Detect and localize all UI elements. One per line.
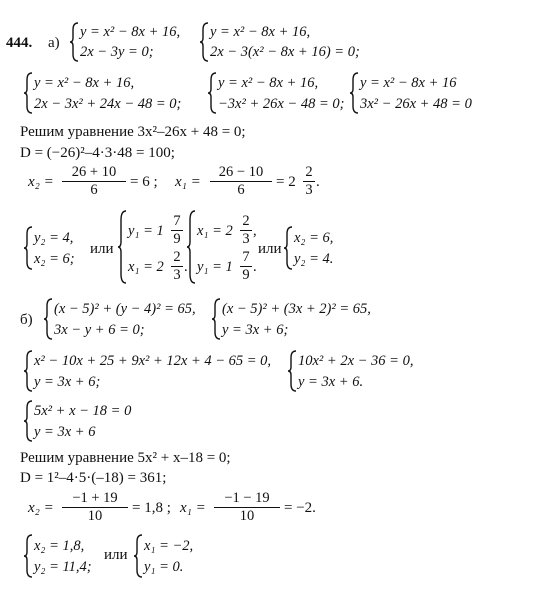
fraction-denominator: 3 xyxy=(242,231,250,247)
brace-icon xyxy=(134,534,144,578)
brace-icon xyxy=(24,534,34,578)
answer-b2-row1: x₁ = −2, xyxy=(144,538,194,554)
system-b4 xyxy=(288,350,438,392)
system-a5 xyxy=(350,72,490,114)
answer-a3-row1: x₁ = 2 xyxy=(197,223,233,239)
x2-fraction-a xyxy=(62,164,126,199)
brace-icon xyxy=(24,350,34,392)
system-a3-eq2: 2x − 3x² + 24x − 48 = 0; xyxy=(34,96,182,112)
system-b4-eq2: y = 3x + 6. xyxy=(298,374,364,390)
part-b-label: б) xyxy=(20,312,33,328)
x1-value-end-a: . xyxy=(316,174,320,190)
x1-value-whole-a: = 2 xyxy=(276,174,296,190)
punctuation: . xyxy=(184,259,188,275)
answer-b2 xyxy=(134,534,214,578)
system-b1 xyxy=(44,298,214,340)
system-a4 xyxy=(208,72,348,114)
answer-a4-row1: x₂ = 6, xyxy=(294,230,334,246)
x2-value-a: = 6 ; xyxy=(130,174,158,190)
brace-icon xyxy=(187,210,197,284)
solve-text-b: Решим уравнение 5x² + x–18 = 0; xyxy=(20,450,231,466)
or-label-a2: или xyxy=(258,241,282,257)
fraction-numerator: 2 xyxy=(240,213,252,231)
answer-a4 xyxy=(284,226,344,270)
system-b5-eq2: y = 3x + 6 xyxy=(34,424,96,440)
x1-fraction-b xyxy=(214,490,280,525)
system-a5-eq2: 3x² − 26x + 48 = 0 xyxy=(360,96,472,112)
x1-denominator-a: 6 xyxy=(237,182,245,198)
answer-a1 xyxy=(24,226,84,270)
system-a2-eq1: y = x² − 8x + 16, xyxy=(210,24,311,40)
discriminant-a: D = (−26)²–4·3·48 = 100; xyxy=(20,145,175,161)
answer-a3-row2-fraction xyxy=(240,249,252,284)
answer-a2 xyxy=(118,210,188,284)
or-label-a1: или xyxy=(90,241,114,257)
system-b4-eq1: 10x² + 2x − 36 = 0, xyxy=(298,353,414,369)
system-a4-eq1: y = x² − 8x + 16, xyxy=(218,75,319,91)
x1-value-numerator-a: 2 xyxy=(303,164,315,182)
system-b1-eq2: 3x − y + 6 = 0; xyxy=(54,322,145,338)
brace-icon xyxy=(118,210,128,284)
system-b3-eq1: x² − 10x + 25 + 9x² + 12x + 4 − 65 = 0, xyxy=(34,353,272,369)
fraction-denominator: 3 xyxy=(173,267,181,283)
discriminant-b: D = 1²–4·5·(–18) = 361; xyxy=(20,470,167,486)
fraction-numerator: 7 xyxy=(171,213,183,231)
system-b2-eq2: y = 3x + 6; xyxy=(222,322,289,338)
x2-label-a: x₂ = xyxy=(28,174,54,190)
system-a1-eq1: y = x² − 8x + 16, xyxy=(80,24,181,40)
x1-numerator-b: −1 − 19 xyxy=(214,490,280,508)
brace-icon xyxy=(350,72,360,114)
system-b3 xyxy=(24,350,294,392)
fraction-denominator: 9 xyxy=(173,231,181,247)
x2-label-b: x₂ = xyxy=(28,500,54,516)
answer-a4-row2: y₂ = 4. xyxy=(294,251,334,267)
answer-b2-row2: y₁ = 0. xyxy=(144,559,184,575)
brace-icon xyxy=(284,226,294,270)
x1-value-fraction-a xyxy=(303,164,315,199)
brace-icon xyxy=(200,22,210,62)
x2-numerator-b: −1 + 19 xyxy=(62,490,128,508)
answer-b1-row1: x₂ = 1,8, xyxy=(34,538,85,554)
system-b2 xyxy=(212,298,402,340)
brace-icon xyxy=(44,298,54,340)
brace-icon xyxy=(24,226,34,270)
brace-icon xyxy=(70,22,80,62)
brace-icon xyxy=(24,400,34,442)
answer-a3 xyxy=(187,210,257,284)
x2-fraction-b xyxy=(62,490,128,525)
system-a2 xyxy=(200,22,400,62)
system-a3-eq1: y = x² − 8x + 16, xyxy=(34,75,135,91)
x1-fraction-a xyxy=(210,164,272,199)
answer-a3-row1-fraction xyxy=(240,213,252,248)
brace-icon xyxy=(212,298,222,340)
x2-numerator-a: 26 + 10 xyxy=(62,164,126,182)
punctuation: . xyxy=(253,259,257,275)
x1-denominator-b: 10 xyxy=(239,508,255,524)
fraction-numerator: 7 xyxy=(240,249,252,267)
or-label-b: или xyxy=(104,547,128,563)
x1-value-denominator-a: 3 xyxy=(305,182,313,198)
answer-a2-row2-fraction xyxy=(171,249,183,284)
system-a1-eq2: 2x − 3y = 0; xyxy=(80,44,154,60)
answer-a1-row1: y₂ = 4, xyxy=(34,230,74,246)
x1-label-a: x₁ = xyxy=(175,174,201,190)
part-a-label: а) xyxy=(48,35,60,51)
system-a5-eq1: y = x² − 8x + 16 xyxy=(360,75,457,91)
fraction-numerator: 2 xyxy=(171,249,183,267)
x1-numerator-a: 26 − 10 xyxy=(210,164,272,182)
system-a4-eq2: −3x² + 26x − 48 = 0; xyxy=(218,96,345,112)
system-a2-eq2: 2x − 3(x² − 8x + 16) = 0; xyxy=(210,44,360,60)
system-b5 xyxy=(24,400,164,442)
system-b3-eq2: y = 3x + 6; xyxy=(34,374,101,390)
punctuation: , xyxy=(253,223,257,239)
problem-number: 444. xyxy=(6,35,33,51)
system-b1-eq1: (x − 5)² + (y − 4)² = 65, xyxy=(54,301,196,317)
x1-label-b: x₁ = xyxy=(180,500,206,516)
solve-text-a: Решим уравнение 3x²–26x + 48 = 0; xyxy=(20,124,246,140)
brace-icon xyxy=(208,72,218,114)
answer-a2-row2: x₁ = 2 xyxy=(128,259,164,275)
answer-b1-row2: y₂ = 11,4; xyxy=(34,559,92,575)
answer-a2-row1-fraction xyxy=(171,213,183,248)
x2-denominator-a: 6 xyxy=(90,182,98,198)
answer-a1-row2: x₂ = 6; xyxy=(34,251,75,267)
system-a1 xyxy=(70,22,200,62)
answer-a2-row1: y₁ = 1 xyxy=(128,223,164,239)
x1-value-b: = −2. xyxy=(284,500,316,516)
system-a3 xyxy=(24,72,204,114)
fraction-denominator: 9 xyxy=(242,267,250,283)
answer-b1 xyxy=(24,534,104,578)
x2-value-b: = 1,8 ; xyxy=(132,500,171,516)
x2-denominator-b: 10 xyxy=(87,508,103,524)
brace-icon xyxy=(24,72,34,114)
answer-a3-row2: y₁ = 1 xyxy=(197,259,233,275)
system-b5-eq1: 5x² + x − 18 = 0 xyxy=(34,403,132,419)
system-b2-eq1: (x − 5)² + (3x + 2)² = 65, xyxy=(222,301,371,317)
brace-icon xyxy=(288,350,298,392)
